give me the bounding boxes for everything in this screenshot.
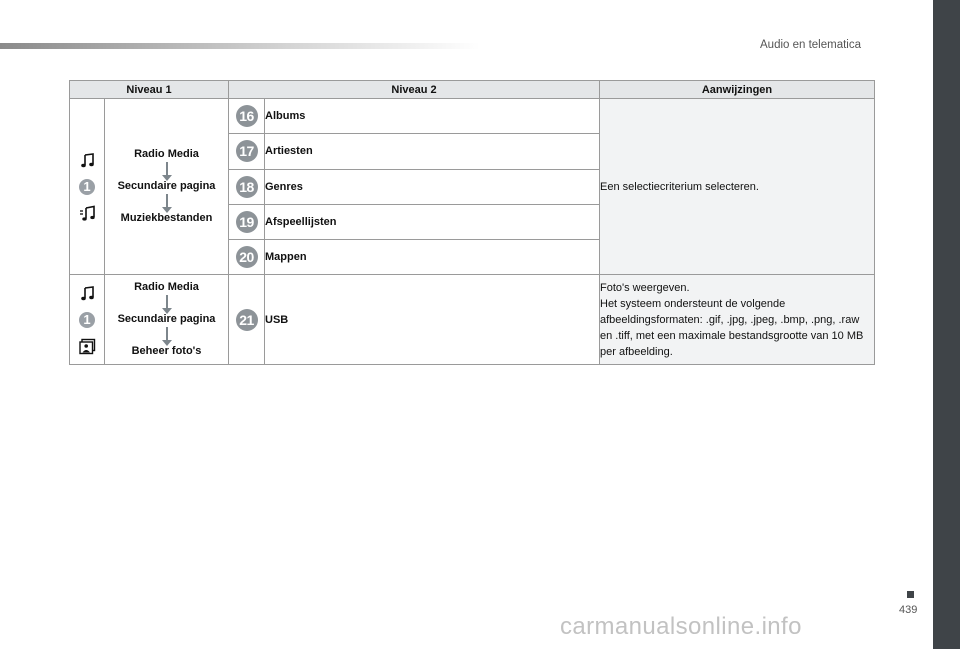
arrow-down-icon [166,194,168,208]
col-header-level2: Niveau 2 [229,81,600,99]
level1-badge: 1 [79,179,95,195]
level1-badge: 1 [79,312,95,328]
arrow-down-icon [166,295,168,309]
table-row [70,275,875,365]
item-number-cell [229,275,265,365]
arrow-down-icon [166,327,168,341]
section-title: Audio en telematica [760,39,862,51]
item-number-cell [229,99,265,134]
item-number-cell [229,169,265,204]
music-note-icon [79,285,96,302]
music-notes-icon [79,205,96,222]
level1-path-cell [105,275,229,365]
watermark: carmanualsonline.info [560,613,802,640]
table-header-row [70,81,875,99]
item-label: Mappen [265,240,600,275]
item-label: Artiesten [265,134,600,169]
number-badge: 20 [236,246,258,268]
item-label: Albums [265,99,600,134]
page-number: 439 [899,604,918,616]
header-rule [0,43,480,49]
music-note-icon [79,152,96,169]
right-edge-bar [933,0,960,649]
item-number-cell [229,204,265,239]
item-number-cell [229,240,265,275]
level1-icons-cell [70,99,105,275]
number-badge: 17 [236,140,258,162]
path-step: Secundaire pagina [117,180,216,193]
photo-icon [79,338,96,355]
path-step: Radio Media [134,281,199,294]
path-step: Secundaire pagina [117,313,216,326]
number-badge: 19 [236,211,258,233]
arrow-down-icon [166,162,168,176]
number-badge: 21 [236,309,258,331]
notes-cell: Foto's weergeven. Het systeem ondersteunt de volgende afbeeldingsformaten: .gif, .jpg, .jpeg, .bmp, .png, .raw en .tiff, met een maximale bestandsgrootte van 10 MB per afbeelding. [600,275,875,365]
item-label: Afspeellijsten [265,204,600,239]
page-bullet [907,591,914,598]
path-step: Muziekbestanden [120,212,213,225]
menu-table [69,80,875,365]
notes-cell: Een selectiecriterium selecteren. [600,99,875,275]
path-step: Beheer foto's [131,345,202,358]
table-row [70,99,875,134]
level1-path-cell [105,99,229,275]
col-header-level1: Niveau 1 [70,81,229,99]
number-badge: 18 [236,176,258,198]
item-number-cell [229,134,265,169]
item-label: USB [265,275,600,365]
col-header-notes: Aanwijzingen [600,81,875,99]
level1-icons-cell [70,275,105,365]
number-badge: 16 [236,105,258,127]
item-label: Genres [265,169,600,204]
path-step: Radio Media [134,148,199,161]
